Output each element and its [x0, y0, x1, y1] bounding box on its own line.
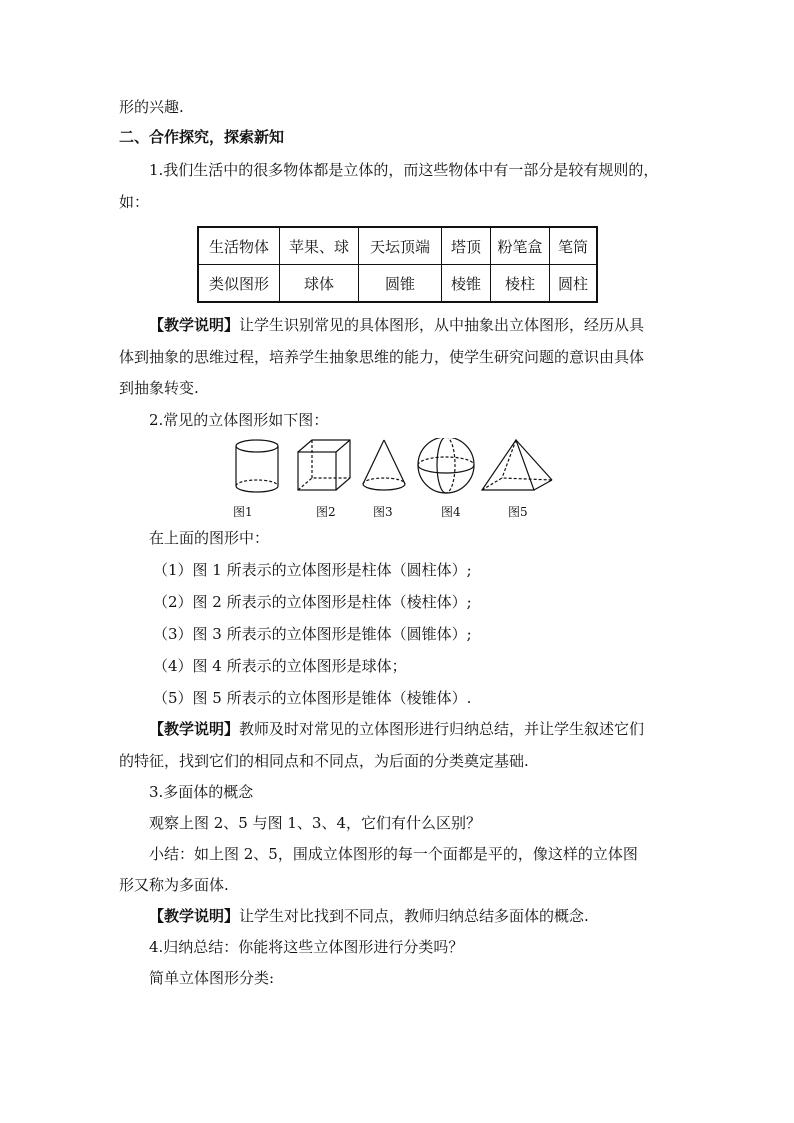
list-item: （2）图 2 所表示的立体图形是柱体（棱柱体）; — [153, 593, 472, 611]
cube-figure — [298, 440, 350, 490]
table-cell: 天坛顶端 — [359, 227, 442, 265]
table-row — [198, 265, 597, 303]
figure-caption: 图3 — [373, 505, 393, 519]
table-cell: 类似图形 — [198, 265, 280, 303]
note-text: 教师及时对常见的立体图形进行归纳总结，并让学生叙述它们 — [239, 720, 645, 738]
note-label: 【教学说明】 — [149, 720, 240, 738]
table-cell: 球体 — [280, 265, 359, 303]
note-2a — [149, 719, 644, 739]
solid-figures — [230, 438, 570, 498]
paragraph-1a: 1.我们生活中的很多物体都是立体的，而这些物体中有一部分是较有规则的， — [149, 161, 659, 179]
paragraph-7: 4.归纳总结：你能将这些立体图形进行分类吗？ — [149, 938, 464, 956]
table-cell: 圆柱 — [550, 265, 598, 303]
cylinder-figure — [236, 440, 278, 492]
table-row — [198, 227, 597, 265]
list-item: （5）图 5 所表示的立体图形是锥体（棱锥体）. — [153, 689, 472, 707]
paragraph-6b: 形又称为多面体. — [119, 876, 229, 894]
note-1a — [149, 315, 644, 335]
paragraph-6a: 小结：如上图 2、5，围成立体图形的每一个面都是平的，像这样的立体图 — [149, 845, 638, 863]
list-item: （3）图 3 所表示的立体图形是锥体（圆锥体）; — [153, 625, 472, 643]
note-1c: 到抽象转变. — [119, 379, 199, 397]
paragraph-8: 简单立体图形分类: — [149, 969, 275, 987]
note-2b: 的特征，找到它们的相同点和不同点，为后面的分类奠定基础. — [119, 752, 529, 770]
paragraph-4: 3.多面体的概念 — [149, 783, 254, 801]
note-3 — [149, 906, 589, 926]
section-heading: 二、合作探究，探索新知 — [119, 128, 285, 146]
paragraph-1b: 如： — [119, 193, 150, 211]
paragraph-5: 观察上图 2、5 与图 1、3、4，它们有什么区别？ — [149, 814, 482, 832]
note-text: 让学生对比找到不同点，教师归纳总结多面体的概念. — [239, 907, 589, 925]
note-text: 让学生识别常见的具体图形，从中抽象出立体图形，经历从具 — [239, 316, 645, 334]
cone-figure — [363, 440, 405, 490]
figure-caption: 图5 — [508, 505, 528, 519]
list-item: （4）图 4 所表示的立体图形是球体； — [153, 657, 407, 675]
objects-table — [197, 226, 598, 303]
figure-caption: 图4 — [441, 505, 461, 519]
note-label: 【教学说明】 — [149, 316, 240, 334]
list-item: （1）图 1 所表示的立体图形是柱体（圆柱体）; — [153, 561, 472, 579]
table-cell: 苹果、球 — [280, 227, 359, 265]
pyramid-figure — [482, 440, 552, 490]
note-label: 【教学说明】 — [149, 907, 240, 925]
paragraph-2: 2.常见的立体图形如下图： — [149, 411, 329, 429]
line-1: 形的兴趣. — [119, 98, 184, 116]
table-cell: 塔顶 — [442, 227, 491, 265]
table-cell: 粉笔盒 — [491, 227, 550, 265]
note-1b: 体到抽象的思维过程，培养学生抽象思维的能力，使学生研究问题的意识由具体 — [119, 348, 645, 366]
sphere-figure — [418, 438, 474, 493]
figure-caption: 图1 — [233, 505, 253, 519]
table-cell: 棱锥 — [442, 265, 491, 303]
table-cell: 圆锥 — [359, 265, 442, 303]
table-cell: 棱柱 — [491, 265, 550, 303]
table-cell: 笔筒 — [550, 227, 598, 265]
figure-caption: 图2 — [316, 505, 336, 519]
paragraph-3: 在上面的图形中： — [149, 529, 270, 547]
table-cell: 生活物体 — [198, 227, 280, 265]
